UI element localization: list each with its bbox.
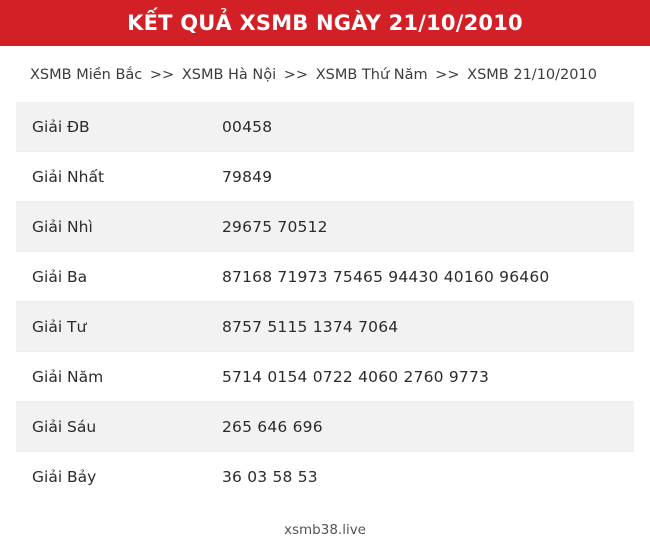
prize-label-nhat: Giải Nhất (32, 167, 105, 186)
table-row (16, 402, 634, 452)
breadcrumb (0, 46, 650, 101)
prize-label-tu: Giải Tư (32, 317, 87, 336)
prize-values-nam: 5714 0154 0722 4060 2760 9773 (222, 367, 490, 386)
prize-values-bay: 36 03 58 53 (222, 468, 318, 486)
breadcrumb-item-city[interactable]: XSMB Hà Nội (181, 67, 277, 83)
page-header (0, 0, 650, 46)
results-table (16, 101, 634, 502)
table-row (16, 252, 634, 302)
site-name: xsmb38.live (283, 522, 366, 538)
table-row (16, 202, 634, 252)
prize-label-ba: Giải Ba (32, 267, 88, 286)
prize-values-nhat: 79849 (222, 167, 273, 186)
breadcrumb-separator: >> (283, 67, 309, 83)
breadcrumb-separator: >> (149, 67, 175, 83)
prize-values-sau: 265 646 696 (222, 417, 323, 436)
prize-label-bay: Giải Bảy (32, 468, 97, 486)
breadcrumb-item-weekday[interactable]: XSMB Thứ Năm (315, 67, 428, 83)
table-row (16, 102, 634, 152)
breadcrumb-item-region[interactable]: XSMB Miền Bắc (30, 67, 143, 83)
table-row (16, 152, 634, 202)
breadcrumb-item-date[interactable]: XSMB 21/10/2010 (467, 67, 597, 83)
page-title: KẾT QUẢ XSMB NGÀY 21/10/2010 (127, 11, 523, 35)
prize-label-sau: Giải Sáu (32, 417, 97, 436)
table-row (16, 452, 634, 502)
table-row (16, 352, 634, 402)
prize-values-nhi: 29675 70512 (222, 217, 328, 236)
breadcrumb-separator: >> (435, 67, 460, 83)
prize-label-nhi: Giải Nhì (32, 217, 93, 236)
table-row (16, 302, 634, 352)
prize-label-db: Giải ĐB (32, 117, 90, 136)
prize-values-tu: 8757 5115 1374 7064 (222, 317, 399, 336)
prize-values-ba: 87168 71973 75465 94430 40160 96460 (222, 267, 550, 286)
prize-label-nam: Giải Năm (32, 367, 104, 386)
page-footer (0, 502, 650, 550)
prize-values-db: 00458 (222, 117, 273, 136)
